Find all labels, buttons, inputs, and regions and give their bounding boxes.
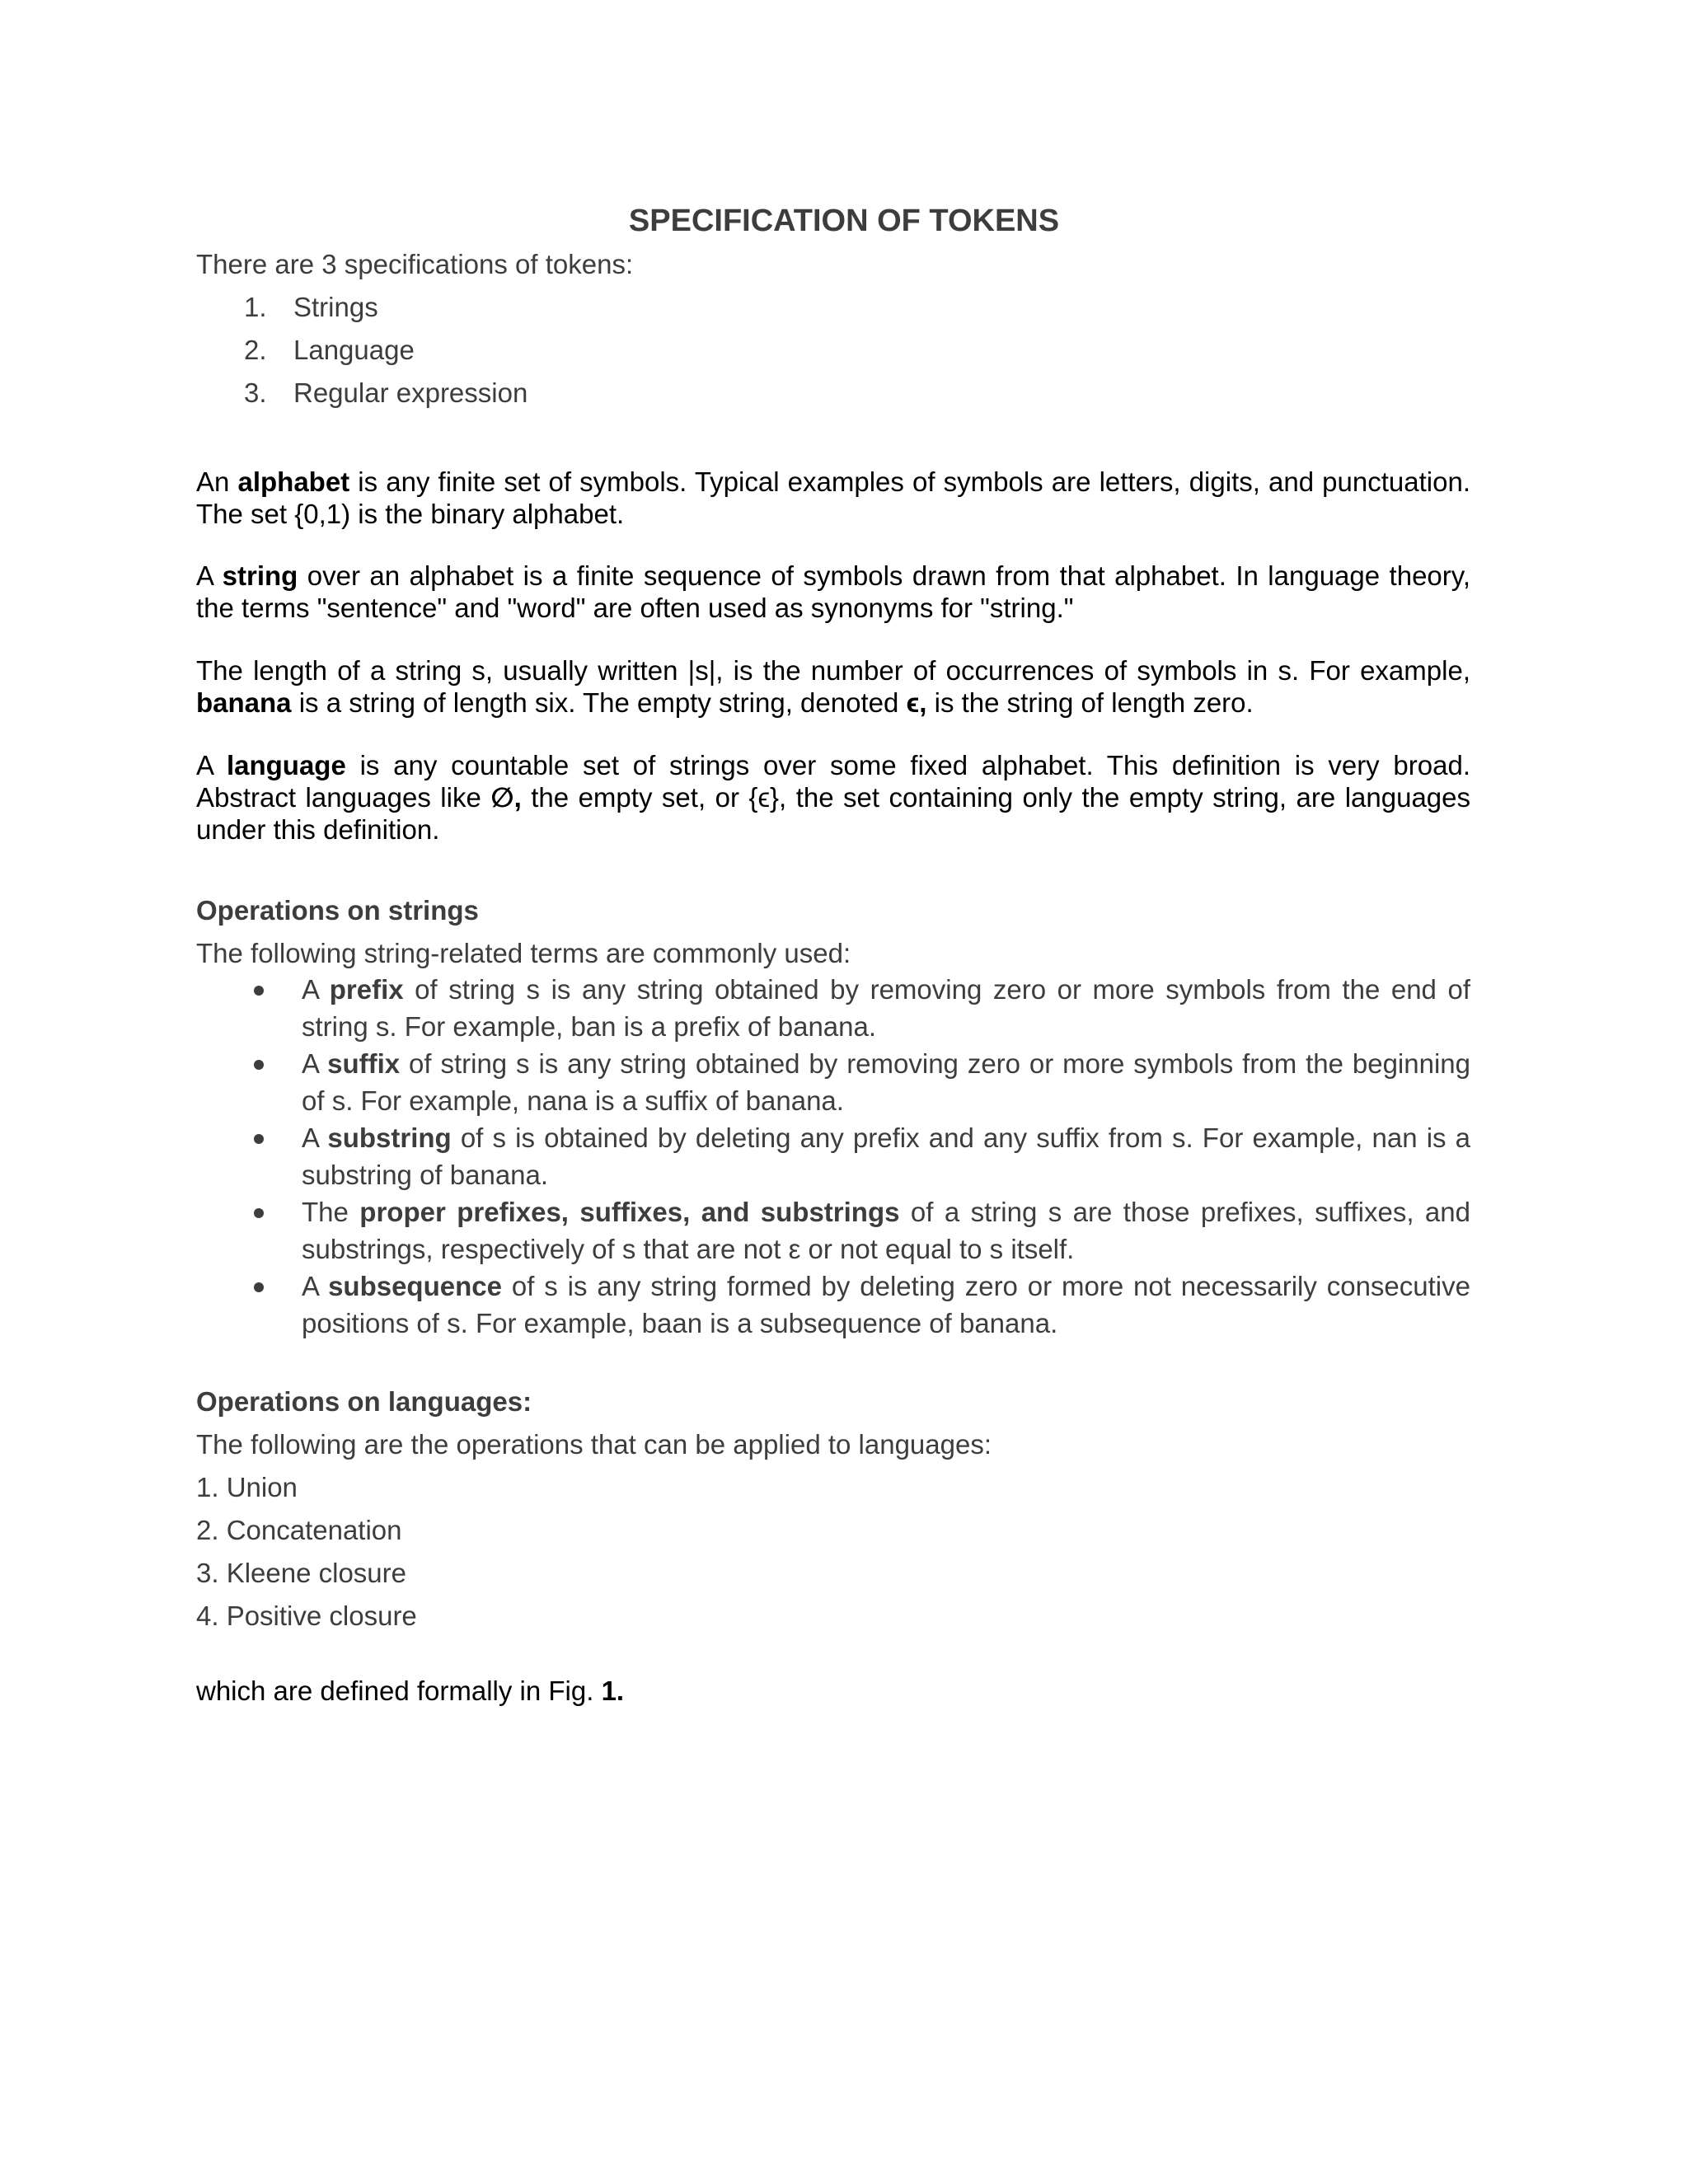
- text: A: [302, 1271, 329, 1301]
- list-item: [302, 1193, 1470, 1268]
- text: of s is obtained by deleting any prefix and any suffix from s. For example, nan is a substring of banana.: [302, 1122, 1471, 1190]
- text: of s is any string formed by deleting zero or more not necessarily consecutive positions of s. For example, baan is a subsequence of banana.: [302, 1271, 1470, 1338]
- text: A: [302, 1122, 328, 1153]
- list-number: 1.: [244, 292, 267, 322]
- text: of string s is any string obtained by removing zero or more symbols from the beginning of s. For example, nana is a suffix of banana.: [302, 1048, 1471, 1116]
- text: over an alphabet is a finite sequence of symbols drawn from that alphabet. In language theory, the terms "sentence" and "word" are often used as synonyms for "string.": [196, 560, 1470, 623]
- section-intro-languages: The following are the operations that can be applied to languages:: [196, 1429, 992, 1460]
- spec-list-item: [244, 333, 415, 368]
- section-heading-languages: Operations on languages:: [196, 1386, 532, 1417]
- list-number: 3.: [244, 377, 267, 408]
- list-number: 2.: [244, 335, 267, 365]
- spec-list-item: [244, 290, 378, 325]
- text: A: [196, 750, 227, 780]
- text: which are defined formally in Fig.: [196, 1675, 602, 1706]
- text: The: [302, 1197, 360, 1227]
- bullet-icon: [254, 1282, 264, 1292]
- string-paragraph: [196, 560, 1470, 624]
- list-item: 4. Positive closure: [196, 1601, 417, 1631]
- length-paragraph: [196, 654, 1470, 719]
- bullet-icon: [254, 1208, 264, 1218]
- term-prefix: prefix: [329, 974, 404, 1005]
- text: of string s is any string obtained by removing zero or more symbols from the end of string s. For example, ban is a prefix of banana.: [302, 974, 1470, 1042]
- text: The length of a string s, usually written |s|, is the number of occurrences of symbols in s. For example,: [196, 655, 1470, 686]
- term-proper: proper prefixes, suffixes, and substrings: [359, 1197, 900, 1227]
- term-subsequence: subsequence: [328, 1271, 502, 1301]
- list-item: [302, 971, 1470, 1045]
- text: is a string of length six. The empty string, denoted: [291, 687, 907, 718]
- text: A: [302, 974, 330, 1005]
- list-item: [302, 1119, 1470, 1193]
- term-alphabet: alphabet: [237, 466, 350, 497]
- bullet-icon: [254, 1134, 264, 1144]
- section-heading-strings: Operations on strings: [196, 895, 479, 926]
- term-substring: substring: [327, 1122, 452, 1153]
- text: is the string of length zero.: [926, 687, 1254, 718]
- section-intro-strings: The following string-related terms are commonly used:: [196, 938, 851, 968]
- list-item: [302, 1045, 1470, 1119]
- list-item: [302, 1268, 1470, 1342]
- bullet-icon: [254, 1060, 264, 1070]
- language-paragraph: [196, 749, 1470, 846]
- list-item: 3. Kleene closure: [196, 1558, 406, 1588]
- list-label: Language: [293, 335, 415, 365]
- page-title: SPECIFICATION OF TOKENS: [628, 204, 1060, 238]
- term-string: string: [222, 560, 298, 591]
- list-label: Regular expression: [293, 377, 528, 408]
- epsilon-symbol: ϵ,: [906, 687, 927, 718]
- term-suffix: suffix: [327, 1048, 401, 1079]
- list-item: 2. Concatenation: [196, 1515, 402, 1545]
- alphabet-paragraph: [196, 466, 1470, 530]
- text: is any countable set of strings over some fixed alphabet. This definition is very broad. Abstract languages like: [196, 750, 1471, 813]
- text: A: [196, 560, 223, 591]
- list-label: Strings: [293, 292, 378, 322]
- term-banana: banana: [196, 687, 292, 718]
- text: the empty set, or {ϵ}, the set containing only the empty string, are languages under this definition.: [196, 782, 1471, 845]
- list-item: 1. Union: [196, 1472, 298, 1502]
- text: of a string s are those prefixes, suffixes, and substrings, respectively of s that are not ε or not equal to s itself.: [302, 1197, 1470, 1264]
- term-language: language: [226, 750, 346, 780]
- empty-set-symbol: ∅,: [490, 782, 522, 813]
- spec-list-item: [244, 376, 528, 410]
- text: A: [302, 1048, 328, 1079]
- text: is any finite set of symbols. Typical examples of symbols are letters, digits, and punctuation. The set {0,1) is the binary alphabet.: [196, 466, 1470, 529]
- intro-text: There are 3 specifications of tokens:: [196, 249, 634, 279]
- closing-text: [196, 1674, 624, 1708]
- figure-reference: 1.: [601, 1675, 625, 1706]
- text: An: [196, 466, 238, 497]
- bullet-icon: [254, 986, 264, 996]
